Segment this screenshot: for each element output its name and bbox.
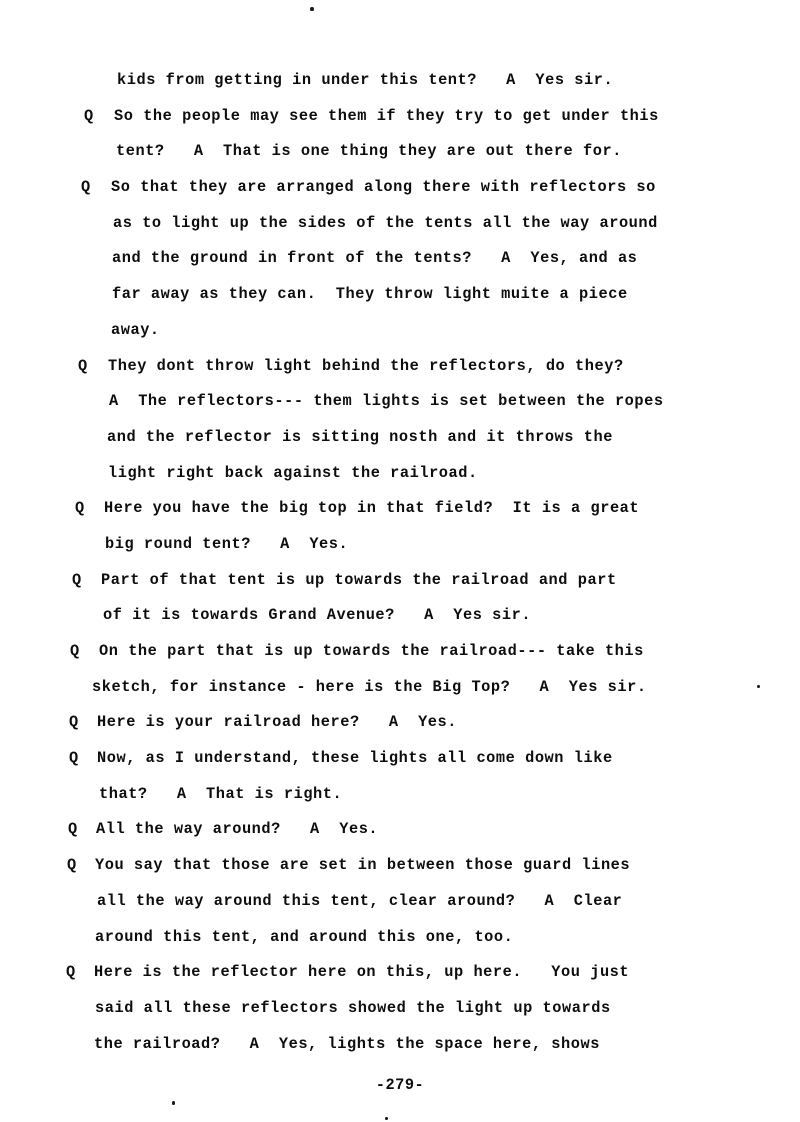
transcript-line-text: away.	[111, 320, 160, 339]
transcript-line	[0, 241, 800, 277]
transcript-line-text: far away as they can. They throw light muite a piece	[112, 285, 628, 304]
transcript-line-text: Here is your railroad here? A Yes.	[97, 713, 457, 732]
transcript-line-text: tent? A That is one thing they are out there for.	[116, 142, 622, 161]
speaker-mark: Q	[69, 749, 79, 768]
transcript-line	[0, 848, 800, 884]
transcript-line	[0, 277, 800, 313]
transcript-line-text: said all these reflectors showed the light up towards	[95, 998, 611, 1017]
transcript-line-text: the railroad? A Yes, lights the space here, shows	[94, 1034, 600, 1053]
speaker-mark: Q	[75, 499, 85, 518]
transcript-line-text: They dont throw light behind the reflectors, do they?	[108, 356, 624, 375]
transcript-line-text: So the people may see them if they try to get under this	[114, 106, 659, 125]
transcript-line	[0, 349, 800, 385]
transcript-line	[0, 170, 800, 206]
speaker-mark: Q	[78, 356, 88, 375]
transcript-line	[0, 705, 800, 741]
transcript-line	[0, 206, 800, 242]
speaker-mark: Q	[67, 856, 77, 875]
speaker-mark: Q	[70, 642, 80, 660]
speaker-mark: Q	[66, 963, 76, 982]
transcript-line	[0, 812, 800, 848]
page-speck	[172, 1101, 175, 1105]
transcript-line-text: Here is the reflector here on this, up here. You just	[94, 963, 630, 982]
transcript-line	[0, 313, 800, 349]
transcript-line-text: and the ground in front of the tents? A Yes, and as	[112, 249, 638, 268]
transcript-line	[0, 563, 800, 599]
speaker-mark: Q	[84, 106, 94, 125]
transcript-line-text: around this tent, and around this one, too.	[95, 927, 514, 946]
transcript-line	[0, 456, 800, 492]
transcript-line-text: So that they are arranged along there with reflectors so	[111, 178, 656, 197]
transcript-line-text: all the way around this tent, clear around? A Clear	[97, 891, 623, 910]
transcript-line	[0, 634, 800, 670]
transcript-line	[0, 527, 800, 563]
transcript-line	[0, 741, 800, 777]
page-speck	[385, 1117, 388, 1120]
transcript-line	[0, 884, 800, 920]
transcript-line	[0, 491, 800, 527]
transcript-line	[0, 777, 800, 813]
transcript-line-text: light right back against the railroad.	[108, 463, 478, 482]
transcript-line-text: Here you have the big top in that field? It is a great	[104, 499, 640, 518]
page-speck	[757, 685, 760, 688]
transcript-body	[0, 63, 800, 1062]
transcript-line	[0, 955, 800, 991]
transcript-line	[0, 63, 800, 99]
transcript-line-text: as to light up the sides of the tents all the way around	[113, 213, 658, 232]
transcript-line	[0, 134, 800, 170]
transcript-line	[0, 920, 800, 956]
transcript-line-text: and the reflector is sitting nosth and it throws the	[107, 427, 613, 446]
page-number: -279-	[375, 1076, 425, 1094]
page-speck	[310, 7, 314, 11]
transcript-line-text: A The reflectors--- them lights is set between the ropes	[109, 392, 664, 411]
transcript-line-text: big round tent? A Yes.	[105, 534, 349, 553]
speaker-mark: Q	[69, 713, 79, 732]
transcript-line-text: Part of that tent is up towards the railroad and part	[101, 570, 617, 589]
transcript-line	[0, 670, 800, 706]
transcript-line	[0, 991, 800, 1027]
transcript-line-text: of it is towards Grand Avenue? A Yes sir.	[103, 606, 532, 625]
transcript-line	[0, 420, 800, 456]
transcript-line-text: On the part that is up towards the railroad--- take this	[99, 642, 644, 660]
transcript-line-text: All the way around? A Yes.	[96, 820, 379, 839]
transcript-line-text: sketch, for instance - here is the Big Top? A Yes sir.	[92, 677, 647, 696]
transcript-line-text: You say that those are set in between those guard lines	[95, 856, 631, 875]
transcript-line-text: that? A That is right.	[99, 784, 343, 803]
transcript-line	[0, 598, 800, 634]
speaker-mark: Q	[72, 570, 82, 589]
transcript-line	[0, 1027, 800, 1063]
speaker-mark: Q	[81, 178, 91, 197]
transcript-line	[0, 99, 800, 135]
transcript-line-text: Now, as I understand, these lights all come down like	[97, 749, 613, 768]
speaker-mark: Q	[68, 820, 78, 839]
transcript-line-text: kids from getting in under this tent? A Yes sir.	[117, 71, 614, 89]
transcript-line	[0, 384, 800, 420]
